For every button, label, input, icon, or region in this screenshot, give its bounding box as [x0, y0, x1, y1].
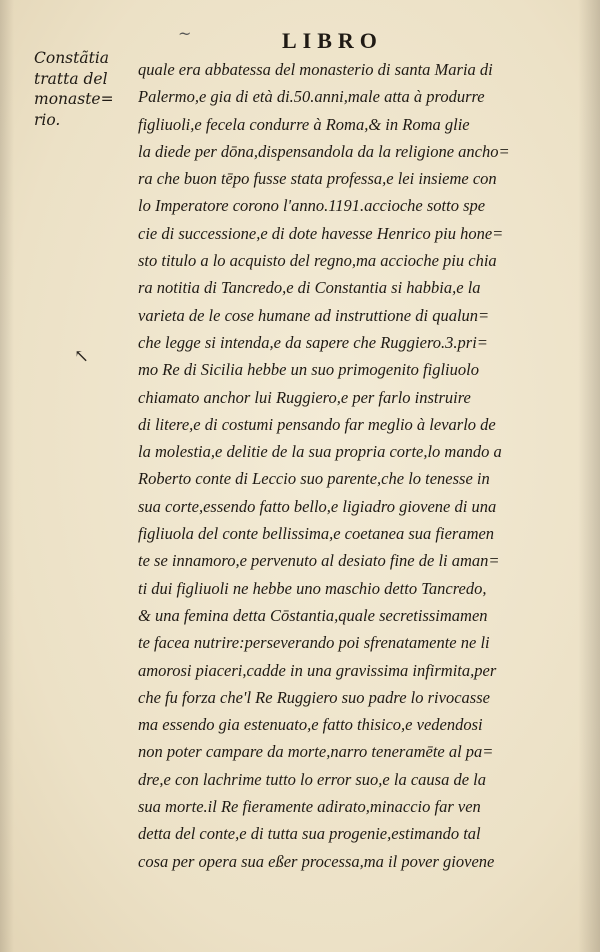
- text-line: ra notitia di Tancredo,e di Constantia si habbia,e la: [138, 278, 481, 298]
- text-line: Roberto conte di Leccio suo parente,che lo tenesse in: [138, 469, 490, 489]
- body-text: [138, 56, 578, 875]
- text-line: che fu forza che'l Re Ruggiero suo padre lo rivocasse: [138, 687, 490, 707]
- text-line: te facea nutrire:perseverando poi sfrenatamente ne li: [138, 633, 490, 653]
- text-line: la diede per dōna,dispensandola da la religione ancho=: [138, 141, 510, 161]
- margin-note-line: tratta del: [34, 69, 108, 88]
- text-line: quale era abbatessa del monasterio di santa Maria di: [138, 60, 493, 79]
- margin-note-line: Constãtia: [34, 49, 110, 67]
- text-line: ra che buon tēpo fusse stata professa,e lei insieme con: [138, 169, 497, 189]
- text-line: Palermo,e gia di età di.50.anni,male atta à produrre: [138, 87, 485, 107]
- text-line: & una femina detta Cōstantia,quale secretissimamen: [138, 605, 488, 625]
- margin-note-line: rio.: [34, 110, 61, 129]
- text-line: cie di successione,e di dote havesse Henrico piu hone=: [138, 223, 504, 243]
- text-line: varieta de le cose humane ad instruttione di qualun=: [138, 305, 490, 325]
- text-line: te se innamoro,e pervenuto al desiato fine de li aman=: [138, 551, 500, 571]
- text-line: ma essendo gia estenuato,e fatto thisico,e vedendosi: [138, 715, 483, 735]
- text-line: mo Re di Sicilia hebbe un suo primogenito figliuolo: [138, 360, 479, 380]
- text-line: sto titulo a lo acquisto del regno,ma accioche piu chia: [138, 251, 497, 271]
- text-line: lo Imperatore corono l'anno.1191.accioche sotto spe: [138, 196, 486, 216]
- running-head: LIBRO: [282, 28, 383, 53]
- text-line: cosa per opera sua eßer processa,ma il pover giovene: [138, 851, 495, 871]
- text-line: figliuola del conte bellissima,e coetanea sua fieramen: [138, 524, 495, 544]
- text-line: sua corte,essendo fatto bello,e ligiadro giovene di una: [138, 496, 497, 516]
- page-edge-shadow-left: [0, 0, 14, 952]
- text-line: di litere,e di costumi pensando far meglio à levarlo de: [138, 414, 496, 434]
- text-line: chiamato anchor lui Ruggiero,e per farlo instruire: [138, 387, 471, 407]
- text-line: la molestia,e delitie de la sua propria corte,lo mando a: [138, 442, 502, 462]
- text-line: dre,e con lachrime tutto lo error suo,e la causa de la: [138, 769, 486, 789]
- text-line: sua morte.il Re fieramente adirato,minaccio far ven: [138, 797, 481, 817]
- header-mark: ~: [178, 24, 192, 43]
- page-edge-shadow-right: [578, 0, 600, 952]
- text-line: che legge si intenda,e da sapere che Ruggiero.3.pri=: [138, 332, 488, 352]
- text-line: detta del conte,e di tutta sua progenie,estimando tal: [138, 824, 481, 844]
- pointing-hand-mark: ↖: [74, 346, 90, 367]
- margin-note-line: monaste=: [34, 90, 114, 108]
- text-line: figliuoli,e fecela condurre à Roma,& in Roma glie: [138, 114, 470, 134]
- margin-note: [34, 48, 134, 130]
- text-line: ti dui figliuoli ne hebbe uno maschio detto Tancredo,: [138, 578, 487, 598]
- text-line: amorosi piaceri,cadde in una gravissima infirmita,per: [138, 660, 497, 680]
- text-line: non poter campare da morte,narro teneramēte al pa=: [138, 742, 494, 762]
